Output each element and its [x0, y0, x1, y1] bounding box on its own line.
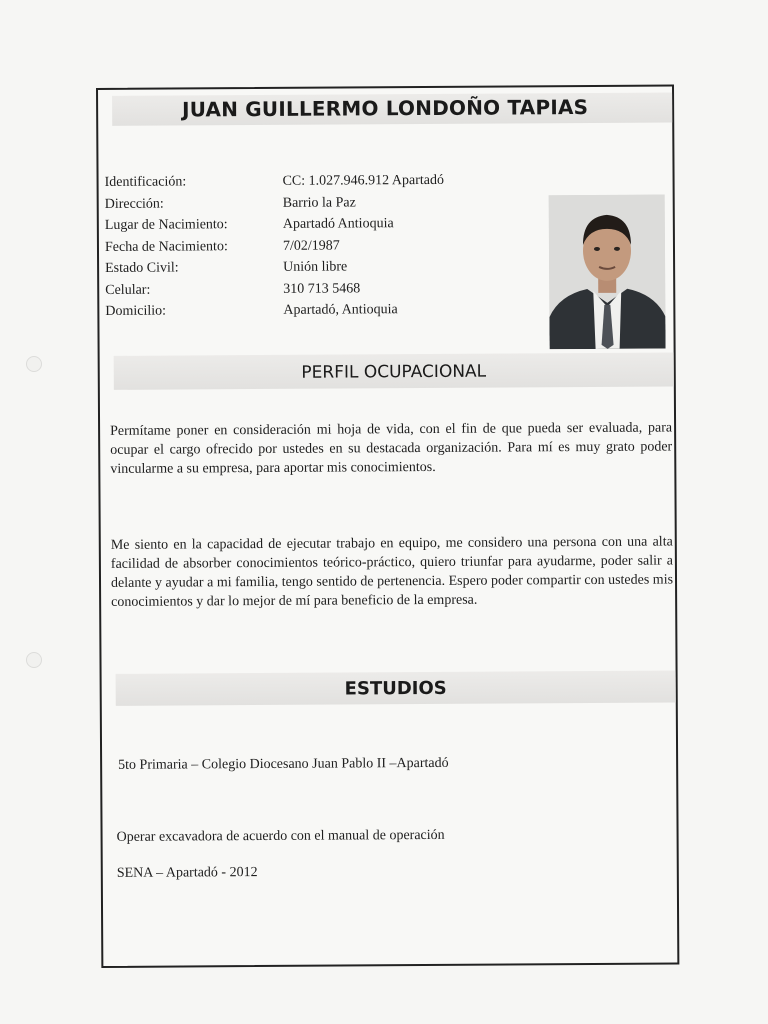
profile-title: PERFIL OCUPACIONAL [301, 361, 487, 383]
info-value: Apartadó Antioquia [282, 216, 394, 232]
profile-paragraph-2: Me siento en la capacidad de ejecutar trabajo en equipo, me considero una persona con una alta facilidad de absorber conocimientos teórico-práctico, quiero triunfar para ayudarme, poder salir a delante y ayudar a mi familia, tengo sentido de pertenencia. Espero poder compartir con ustedes mis conocimientos y dar lo mejor de mí para beneficio de la empresa. [110, 534, 674, 610]
info-label: Lugar de Nacimiento: [104, 217, 228, 233]
punch-hole [26, 652, 42, 668]
info-row-fecha-nacimiento [105, 234, 525, 258]
resume-name: JUAN GUILLERMO LONDOÑO TAPIAS [181, 94, 589, 122]
study-item: SENA – Apartadó - 2012 [116, 865, 258, 881]
info-row-domicilio [105, 298, 525, 322]
portrait-image [549, 195, 666, 350]
info-row-celular [105, 277, 525, 301]
info-label: Estado Civil: [105, 260, 179, 276]
profile-paragraph-1: Permítame poner en consideración mi hoja de vida, con el fin de que pueda ser evaluada, para ocupar el cargo ofrecido por ustedes en su destacada organización. Para mí es muy grato poder vincularme a su empresa, para aportar mis conocimientos. [110, 420, 673, 477]
info-label: Fecha de Nacimiento: [104, 238, 228, 255]
study-item: 5to Primaria – Colegio Diocesano Juan Pablo II –Apartadó [118, 755, 449, 773]
info-label: Domicilio: [105, 303, 167, 319]
info-value: Barrio la Paz [282, 194, 356, 211]
study-item: Operar excavadora de acuerdo con el manual de operación [116, 827, 445, 845]
punch-hole [26, 356, 42, 372]
personal-info [105, 169, 526, 322]
info-label: Identificación: [104, 174, 187, 190]
info-value: CC: 1.027.946.912 Apartadó [282, 172, 445, 189]
info-label: Celular: [105, 282, 151, 298]
resume-frame [96, 84, 679, 968]
info-value: Unión libre [283, 259, 348, 275]
info-value: 7/02/1987 [282, 238, 340, 254]
info-row-lugar-nacimiento [105, 212, 525, 236]
info-row-identificacion [105, 169, 525, 193]
profile-photo [549, 195, 666, 350]
studies-title: ESTUDIOS [344, 677, 447, 700]
info-value: 310 713 5468 [283, 280, 361, 297]
info-value: Apartadó, Antioquia [283, 302, 398, 318]
info-row-direccion [105, 191, 525, 215]
info-label: Dirección: [104, 196, 164, 212]
info-row-estado-civil [105, 255, 525, 279]
